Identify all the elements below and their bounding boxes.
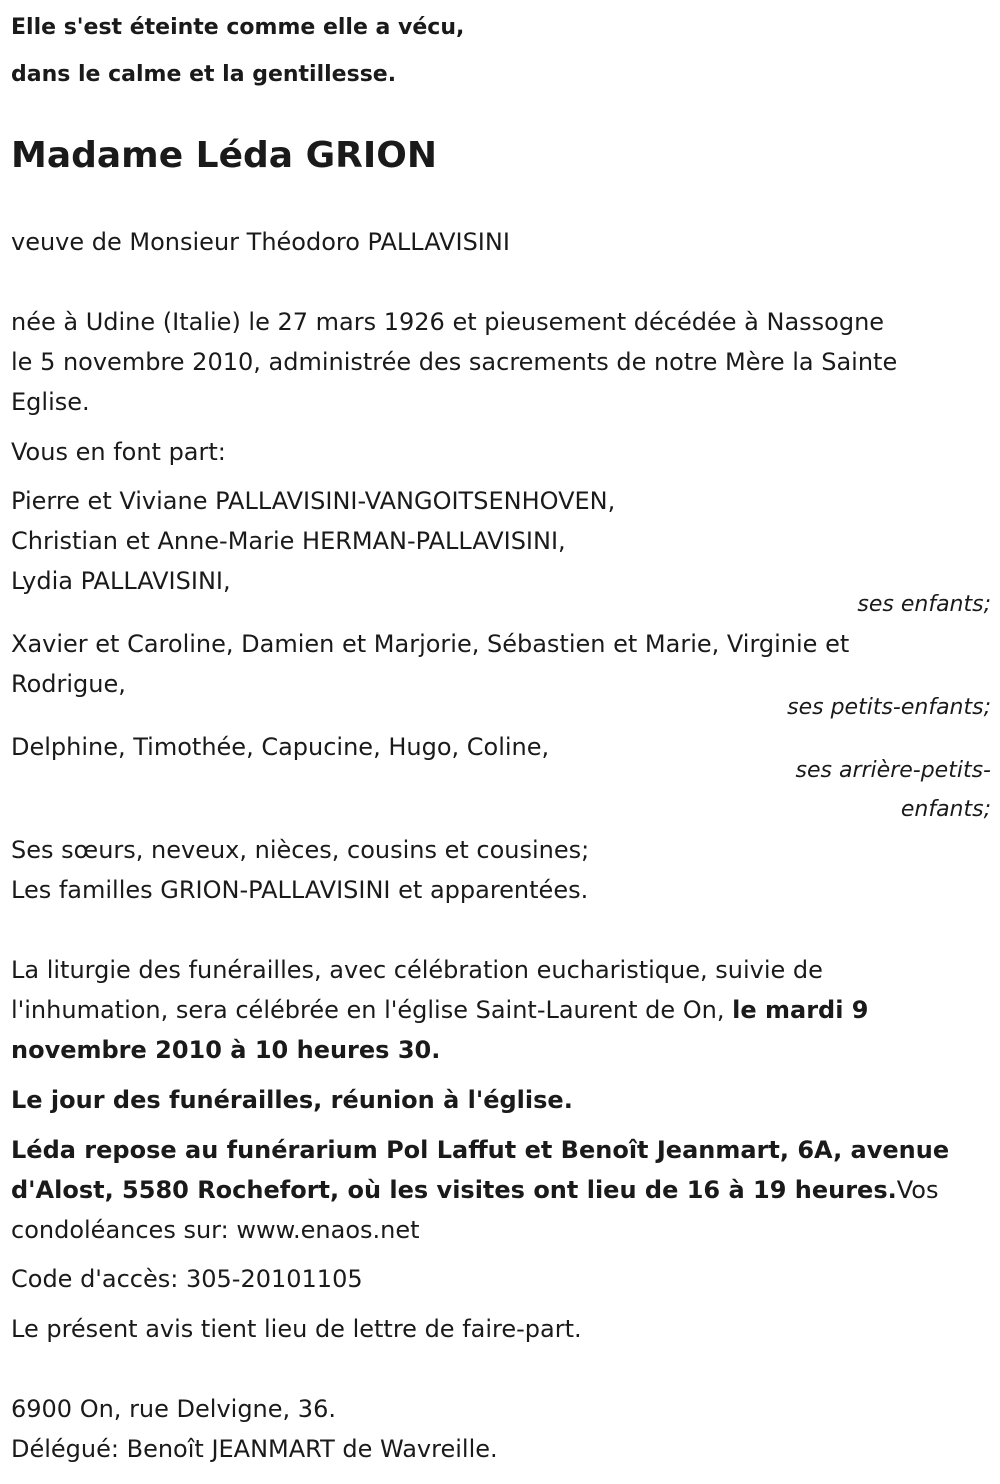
liturgy-line-1: La liturgie des funérailles, avec célébration eucharistique, suivie de <box>11 956 823 984</box>
liturgy-date-part-2: novembre 2010 à 10 heures 30. <box>11 1036 441 1064</box>
delegate-line: Délégué: Benoît JEANMART de Wavreille. <box>11 1435 498 1463</box>
great-grandchildren-role-line-1: ses arrière-petits- <box>795 758 991 783</box>
child-name: Christian et Anne-Marie HERMAN-PALLAVISINI, <box>11 527 566 555</box>
funeral-home-line-2 <box>11 1175 938 1205</box>
others-line-2: Les familles GRION-PALLAVISINI et apparentées. <box>11 876 589 904</box>
child-name: Pierre et Viviane PALLAVISINI-VANGOITSENHOVEN, <box>11 487 616 515</box>
widow-of-line: veuve de Monsieur Théodoro PALLAVISINI <box>11 228 510 256</box>
funeral-home-line-2-regular: Vos <box>896 1176 939 1204</box>
liturgy-date-part-1: le mardi 9 <box>732 996 869 1024</box>
liturgy-line-2 <box>11 995 868 1025</box>
address-line: 6900 On, rue Delvigne, 36. <box>11 1395 336 1423</box>
condolences-line: condoléances sur: www.enaos.net <box>11 1216 420 1244</box>
birth-death-line-3: Eglise. <box>11 388 90 416</box>
grandchildren-line-1: Xavier et Caroline, Damien et Marjorie, Sébastien et Marie, Virginie et <box>11 630 850 658</box>
notice-line: Le présent avis tient lieu de lettre de faire-part. <box>11 1315 582 1343</box>
birth-death-line-2: le 5 novembre 2010, administrée des sacrements de notre Mère la Sainte <box>11 348 898 376</box>
intro-line-1: Elle s'est éteinte comme elle a vécu, <box>11 15 465 40</box>
grandchildren-role: ses petits-enfants; <box>787 695 991 720</box>
great-grandchildren-role-line-2: enfants; <box>900 797 991 822</box>
great-grandchildren-names: Delphine, Timothée, Capucine, Hugo, Coline, <box>11 733 550 761</box>
intro-line-2: dans le calme et la gentillesse. <box>11 62 397 87</box>
others-line-1: Ses sœurs, neveux, nièces, cousins et cousines; <box>11 836 590 864</box>
funeral-home-line-2-bold: d'Alost, 5580 Rochefort, où les visites ont lieu de 16 à 19 heures. <box>11 1176 897 1204</box>
grandchildren-line-2: Rodrigue, <box>11 670 126 698</box>
children-role: ses enfants; <box>857 592 991 617</box>
child-name: Lydia PALLAVISINI, <box>11 567 231 595</box>
liturgy-line-2-regular: l'inhumation, sera célébrée en l'église Saint-Laurent de On, <box>11 996 733 1024</box>
meeting-line: Le jour des funérailles, réunion à l'église. <box>11 1086 573 1114</box>
announce-line: Vous en font part: <box>11 438 226 466</box>
birth-death-line-1: née à Udine (Italie) le 27 mars 1926 et pieusement décédée à Nassogne <box>11 308 885 336</box>
deceased-name: Madame Léda GRION <box>11 135 437 176</box>
funeral-home-line-1: Léda repose au funérarium Pol Laffut et Benoît Jeanmart, 6A, avenue <box>11 1136 950 1164</box>
access-code: Code d'accès: 305-20101105 <box>11 1265 363 1293</box>
